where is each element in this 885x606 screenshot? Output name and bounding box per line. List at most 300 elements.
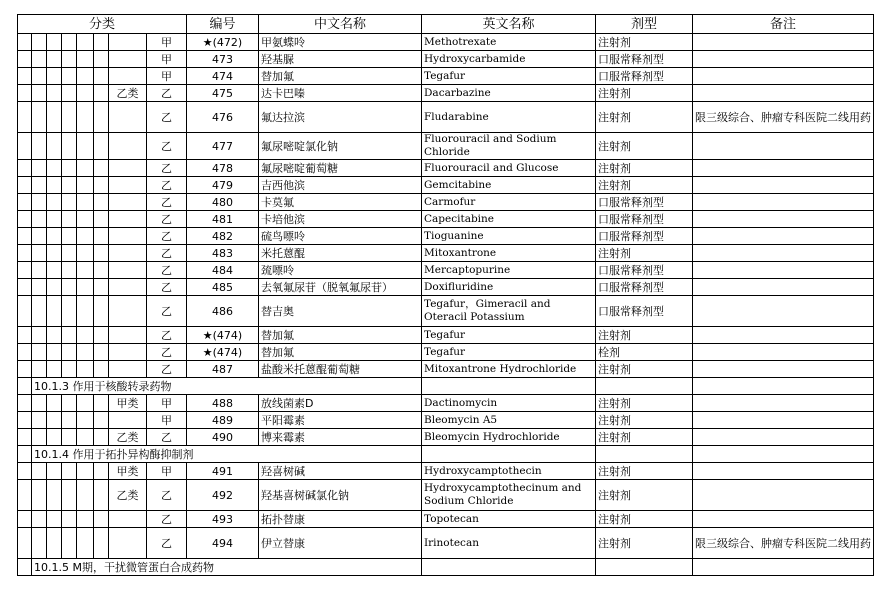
chinese-name-cell: 去氧氟尿苷（脱氧氟尿苷） [259,279,422,296]
remarks-cell [693,177,874,194]
english-name-cell: Mitoxantrone [422,245,596,262]
tree-cell [47,412,62,429]
tree-cell [32,262,47,279]
dosage-form-cell: 注射剂 [596,480,693,511]
english-name-cell: Irinotecan [422,528,596,559]
tree-cell [47,245,62,262]
remarks-cell: 限三级综合、肿瘤专科医院二线用药 [693,528,874,559]
tree-cell [94,480,109,511]
tree-cell [77,511,94,528]
class-cell [109,228,147,245]
tree-cell [32,395,47,412]
tree-cell [18,463,32,480]
grade-cell: 甲 [147,34,187,51]
tree-cell [47,511,62,528]
number-cell: 479 [187,177,259,194]
table-row [18,395,874,412]
remarks-cell [693,395,874,412]
english-name-cell: Fluorouracil and Sodium Chloride [422,133,596,160]
chinese-name-cell: 博来霉素 [259,429,422,446]
english-name-cell: Hydroxycamptothecin [422,463,596,480]
remarks-cell [693,480,874,511]
chinese-name-cell: 巯嘌呤 [259,262,422,279]
grade-cell: 甲 [147,463,187,480]
tree-cell [62,463,77,480]
tree-cell [47,279,62,296]
tree-cell [94,102,109,133]
chinese-name-cell: 羟基喜树碱氯化钠 [259,480,422,511]
tree-cell [62,160,77,177]
number-cell: 473 [187,51,259,68]
chinese-name-cell: 甲氨蝶呤 [259,34,422,51]
dosage-form-cell: 注射剂 [596,160,693,177]
tree-cell [62,102,77,133]
tree-cell [77,194,94,211]
indent-cell [18,446,32,463]
tree-cell [18,361,32,378]
section-row [18,446,874,463]
tree-cell [77,228,94,245]
tree-cell [18,133,32,160]
tree-cell [94,327,109,344]
english-name-cell: Dacarbazine [422,85,596,102]
remarks-cell [693,429,874,446]
chinese-name-cell: 羟喜树碱 [259,463,422,480]
dosage-form-cell: 口服常释剂型 [596,279,693,296]
tree-cell [32,279,47,296]
chinese-name-cell: 放线菌素D [259,395,422,412]
tree-cell [77,480,94,511]
tree-cell [62,262,77,279]
tree-cell [62,194,77,211]
tree-cell [32,480,47,511]
dosage-form-cell: 注射剂 [596,34,693,51]
tree-cell [47,160,62,177]
tree-cell [18,228,32,245]
tree-cell [32,51,47,68]
tree-cell [94,344,109,361]
tree-cell [77,344,94,361]
english-name-cell: Hydroxycarbamide [422,51,596,68]
grade-cell: 乙 [147,211,187,228]
tree-cell [47,51,62,68]
tree-cell [32,133,47,160]
number-cell: 478 [187,160,259,177]
table-row [18,528,874,559]
chinese-name-cell: 硫鸟嘌呤 [259,228,422,245]
chinese-name-cell: 氟尿嘧啶葡萄糖 [259,160,422,177]
class-cell [109,68,147,85]
english-name-cell: Tegafur [422,344,596,361]
table-row [18,68,874,85]
table-row [18,262,874,279]
tree-cell [62,177,77,194]
tree-cell [32,429,47,446]
english-name-cell: Fludarabine [422,102,596,133]
tree-cell [77,279,94,296]
header-category: 分类 [18,15,187,34]
tree-cell [94,133,109,160]
tree-cell [18,68,32,85]
tree-cell [47,262,62,279]
indent-cell [18,378,32,395]
header-english-name: 英文名称 [422,15,596,34]
tree-cell [77,51,94,68]
grade-cell: 乙 [147,194,187,211]
tree-cell [77,85,94,102]
table-row [18,344,874,361]
remarks-cell [693,194,874,211]
grade-cell: 甲 [147,395,187,412]
tree-cell [32,177,47,194]
class-cell [109,361,147,378]
tree-cell [32,211,47,228]
grade-cell: 乙 [147,85,187,102]
dosage-form-cell: 栓剂 [596,344,693,361]
table-row [18,296,874,327]
tree-cell [94,211,109,228]
class-cell [109,279,147,296]
tree-cell [62,361,77,378]
header-dosage-form: 剂型 [596,15,693,34]
remarks-cell [693,133,874,160]
dosage-form-cell: 注射剂 [596,245,693,262]
tree-cell [77,262,94,279]
tree-cell [77,211,94,228]
tree-cell [94,85,109,102]
tree-cell [77,160,94,177]
dosage-form-cell [596,559,693,576]
grade-cell: 甲 [147,412,187,429]
tree-cell [47,528,62,559]
tree-cell [47,85,62,102]
drug-catalog-table [17,14,874,576]
tree-cell [18,102,32,133]
table-row [18,228,874,245]
remarks-cell [693,378,874,395]
class-cell [109,51,147,68]
dosage-form-cell: 注射剂 [596,327,693,344]
tree-cell [47,463,62,480]
tree-cell [94,528,109,559]
chinese-name-cell: 吉西他滨 [259,177,422,194]
remarks-cell [693,296,874,327]
number-cell: 477 [187,133,259,160]
english-name-cell: Mercaptopurine [422,262,596,279]
tree-cell [47,361,62,378]
grade-cell: 乙 [147,160,187,177]
remarks-cell [693,245,874,262]
table-body [18,34,874,576]
grade-cell: 乙 [147,279,187,296]
table-row [18,463,874,480]
chinese-name-cell: 卡培他滨 [259,211,422,228]
tree-cell [62,85,77,102]
table-row [18,133,874,160]
number-cell: 474 [187,68,259,85]
tree-cell [18,262,32,279]
dosage-form-cell: 口服常释剂型 [596,194,693,211]
dosage-form-cell: 注射剂 [596,85,693,102]
tree-cell [18,160,32,177]
class-cell [109,344,147,361]
number-cell: 484 [187,262,259,279]
tree-cell [62,51,77,68]
tree-cell [62,395,77,412]
number-cell: 487 [187,361,259,378]
grade-cell: 甲 [147,68,187,85]
number-cell: ★(472) [187,34,259,51]
tree-cell [77,296,94,327]
tree-cell [62,429,77,446]
dosage-form-cell: 口服常释剂型 [596,211,693,228]
tree-cell [18,511,32,528]
section-row [18,378,874,395]
class-cell [109,245,147,262]
tree-cell [32,528,47,559]
chinese-name-cell: 替加氟 [259,68,422,85]
english-name-cell [422,446,596,463]
remarks-cell [693,51,874,68]
english-name-cell [422,559,596,576]
tree-cell [18,412,32,429]
remarks-cell [693,68,874,85]
number-cell: 482 [187,228,259,245]
number-cell: 488 [187,395,259,412]
class-cell [109,412,147,429]
tree-cell [77,395,94,412]
tree-cell [94,429,109,446]
remarks-cell [693,34,874,51]
tree-cell [32,160,47,177]
grade-cell: 乙 [147,245,187,262]
grade-cell: 乙 [147,480,187,511]
tree-cell [47,296,62,327]
english-name-cell: Tegafur，Gimeracil and Oteracil Potassium [422,296,596,327]
chinese-name-cell: 伊立替康 [259,528,422,559]
number-cell: ★(474) [187,344,259,361]
tree-cell [62,511,77,528]
class-cell [109,34,147,51]
remarks-cell: 限三级综合、肿瘤专科医院二线用药 [693,102,874,133]
dosage-form-cell: 口服常释剂型 [596,296,693,327]
tree-cell [62,245,77,262]
indent-cell [18,559,32,576]
class-cell [109,511,147,528]
tree-cell [47,395,62,412]
tree-cell [62,279,77,296]
tree-cell [94,262,109,279]
english-name-cell: Topotecan [422,511,596,528]
tree-cell [32,412,47,429]
dosage-form-cell: 口服常释剂型 [596,68,693,85]
tree-cell [62,528,77,559]
tree-cell [94,194,109,211]
tree-cell [18,296,32,327]
tree-cell [94,412,109,429]
tree-cell [47,228,62,245]
section-label: 10.1.3 作用于核酸转录药物 [32,378,422,395]
tree-cell [18,245,32,262]
english-name-cell: Tegafur [422,327,596,344]
table-header [18,15,874,34]
tree-cell [18,528,32,559]
grade-cell: 乙 [147,344,187,361]
class-cell [109,133,147,160]
table-row [18,211,874,228]
dosage-form-cell: 注射剂 [596,463,693,480]
dosage-form-cell: 注射剂 [596,528,693,559]
number-cell: 492 [187,480,259,511]
class-cell: 乙类 [109,480,147,511]
number-cell: 491 [187,463,259,480]
tree-cell [62,480,77,511]
remarks-cell [693,262,874,279]
class-cell [109,194,147,211]
tree-cell [94,177,109,194]
number-cell: 483 [187,245,259,262]
grade-cell: 乙 [147,296,187,327]
table-row [18,51,874,68]
remarks-cell [693,344,874,361]
tree-cell [62,228,77,245]
class-cell [109,327,147,344]
tree-cell [47,211,62,228]
tree-cell [77,133,94,160]
chinese-name-cell: 卡莫氟 [259,194,422,211]
dosage-form-cell: 口服常释剂型 [596,51,693,68]
table-row [18,85,874,102]
grade-cell: 乙 [147,262,187,279]
grade-cell: 乙 [147,429,187,446]
grade-cell: 乙 [147,361,187,378]
table-row [18,194,874,211]
table-row [18,160,874,177]
dosage-form-cell: 注射剂 [596,177,693,194]
tree-cell [47,344,62,361]
table-row [18,412,874,429]
tree-cell [32,34,47,51]
tree-cell [62,344,77,361]
table-row [18,327,874,344]
tree-cell [47,102,62,133]
grade-cell: 乙 [147,511,187,528]
tree-cell [77,463,94,480]
tree-cell [77,245,94,262]
tree-cell [77,429,94,446]
tree-cell [77,102,94,133]
table-row [18,279,874,296]
chinese-name-cell: 氟达拉滨 [259,102,422,133]
number-cell: 489 [187,412,259,429]
table-row [18,480,874,511]
tree-cell [18,429,32,446]
header-chinese-name: 中文名称 [259,15,422,34]
chinese-name-cell: 盐酸米托蒽醌葡萄糖 [259,361,422,378]
english-name-cell: Carmofur [422,194,596,211]
tree-cell [94,160,109,177]
remarks-cell [693,228,874,245]
dosage-form-cell: 注射剂 [596,361,693,378]
tree-cell [62,296,77,327]
tree-cell [62,412,77,429]
tree-cell [32,245,47,262]
tree-cell [32,228,47,245]
grade-cell: 甲 [147,51,187,68]
tree-cell [47,68,62,85]
tree-cell [94,361,109,378]
english-name-cell: Capecitabine [422,211,596,228]
tree-cell [94,296,109,327]
table-row [18,511,874,528]
english-name-cell: Methotrexate [422,34,596,51]
class-cell [109,160,147,177]
remarks-cell [693,327,874,344]
english-name-cell: Tioguanine [422,228,596,245]
tree-cell [32,194,47,211]
tree-cell [62,133,77,160]
number-cell: 476 [187,102,259,133]
grade-cell: 乙 [147,327,187,344]
dosage-form-cell: 注射剂 [596,102,693,133]
grade-cell: 乙 [147,102,187,133]
tree-cell [62,211,77,228]
tree-cell [18,211,32,228]
tree-cell [77,528,94,559]
dosage-form-cell [596,378,693,395]
tree-cell [62,68,77,85]
tree-cell [47,133,62,160]
tree-cell [77,412,94,429]
dosage-form-cell: 注射剂 [596,511,693,528]
english-name-cell: Bleomycin Hydrochloride [422,429,596,446]
tree-cell [94,51,109,68]
tree-cell [32,511,47,528]
class-cell [109,262,147,279]
header-remarks: 备注 [693,15,874,34]
tree-cell [47,327,62,344]
table-row [18,361,874,378]
tree-cell [94,463,109,480]
tree-cell [32,344,47,361]
grade-cell: 乙 [147,177,187,194]
dosage-form-cell: 注射剂 [596,429,693,446]
tree-cell [18,395,32,412]
class-cell [109,296,147,327]
chinese-name-cell: 羟基脲 [259,51,422,68]
tree-cell [18,279,32,296]
number-cell: 480 [187,194,259,211]
remarks-cell [693,446,874,463]
tree-cell [94,395,109,412]
number-cell: 486 [187,296,259,327]
tree-cell [18,85,32,102]
grade-cell: 乙 [147,528,187,559]
english-name-cell [422,378,596,395]
tree-cell [32,102,47,133]
remarks-cell [693,511,874,528]
english-name-cell: Bleomycin A5 [422,412,596,429]
number-cell: 475 [187,85,259,102]
dosage-form-cell: 注射剂 [596,412,693,429]
remarks-cell [693,463,874,480]
class-cell: 甲类 [109,463,147,480]
tree-cell [18,480,32,511]
remarks-cell [693,559,874,576]
tree-cell [62,327,77,344]
class-cell [109,211,147,228]
tree-cell [18,194,32,211]
